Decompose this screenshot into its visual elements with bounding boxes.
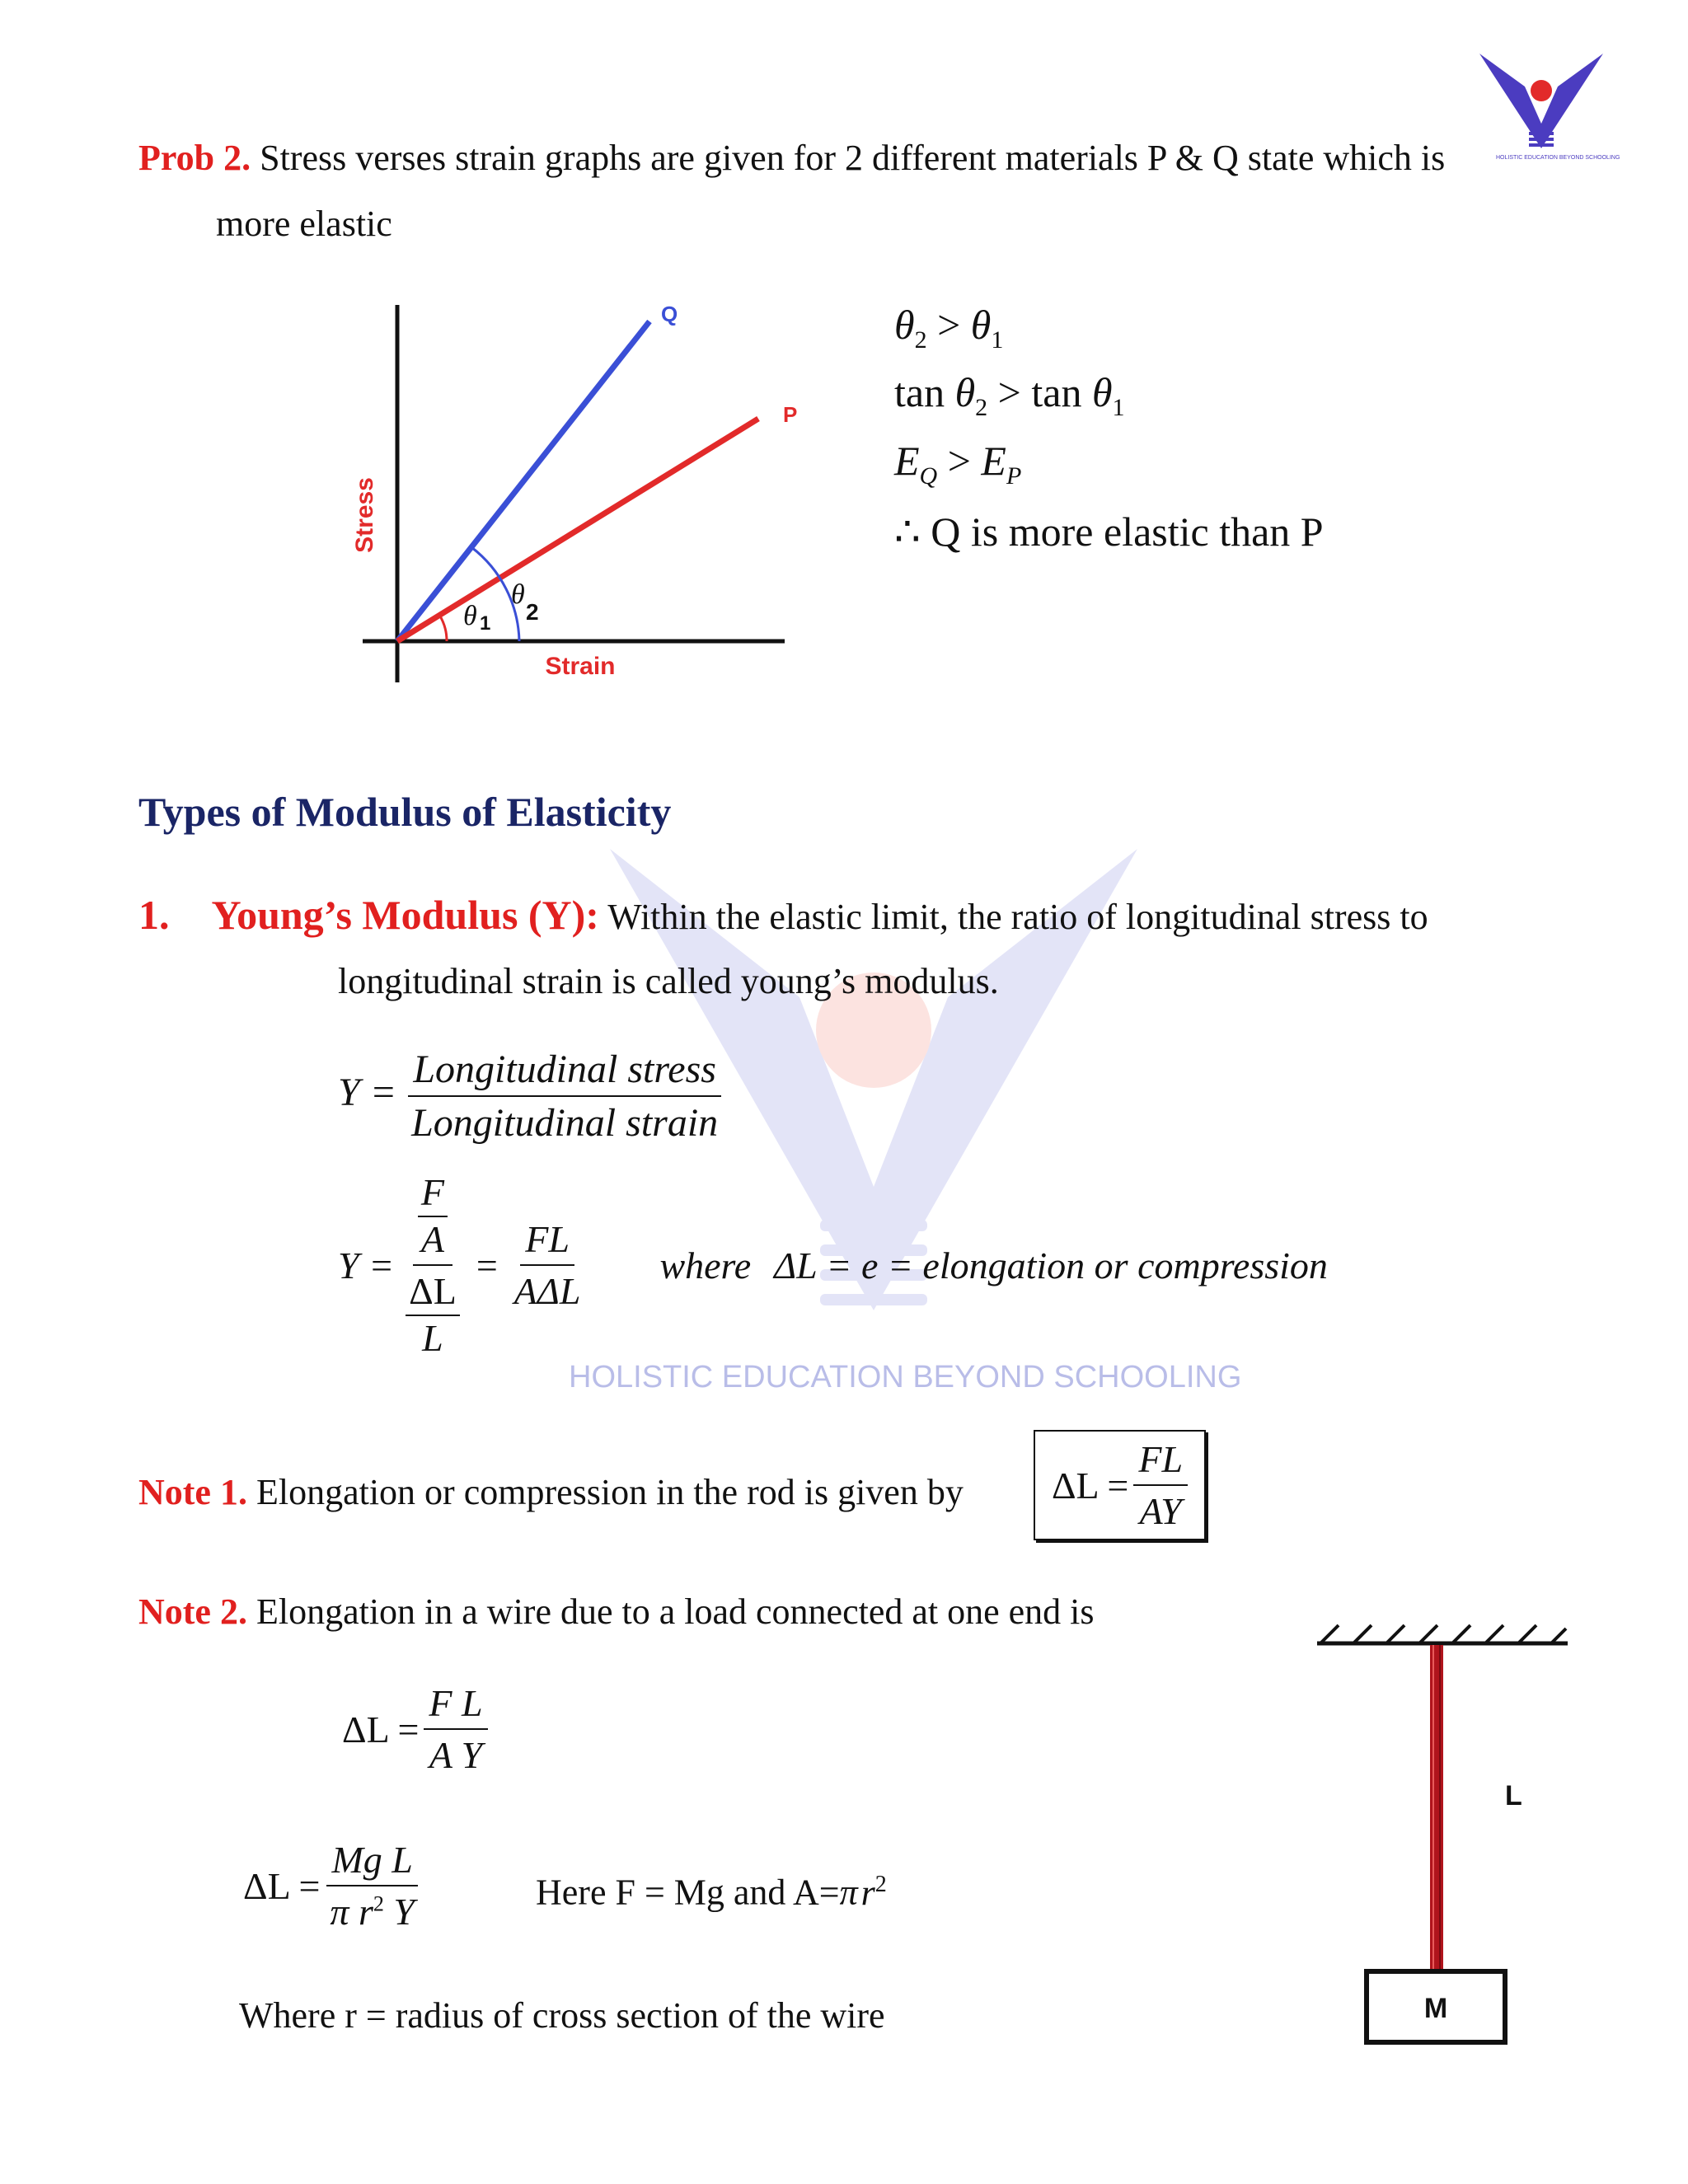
mass-label: M xyxy=(1423,1993,1448,2024)
youngs-number: 1. xyxy=(138,892,170,938)
youngs-text1: Within the elastic limit, the ratio of longitudinal stress to xyxy=(607,897,1428,937)
stress-strain-graph xyxy=(346,297,841,692)
formula-youngs-expanded: Y = F A ΔL L = $\frac{FL}{\text{AΔL}}$ where ΔL = e = elongation or compression xyxy=(338,1171,1328,1359)
brand-logo xyxy=(1479,54,1603,161)
note2-line xyxy=(138,1591,1095,1634)
note1-line xyxy=(138,1471,964,1515)
line-q-label: Q xyxy=(661,302,678,326)
prob2-text1: Stress verses strain graphs are given for 2 different materials P & Q state which is xyxy=(260,138,1446,178)
solution-line2: $\tan \theta_2 > \tan \theta_1$ xyxy=(894,369,1125,421)
length-label: L xyxy=(1505,1780,1522,1811)
angle2-label: θ xyxy=(511,579,525,610)
angle2-sub: 2 xyxy=(526,599,539,625)
logo-tagline: HOLISTIC EDUCATION BEYOND SCHOOLING xyxy=(1496,155,1620,161)
watermark-text: HOLISTIC EDUCATION BEYOND SCHOOLING xyxy=(569,1360,1242,1394)
prob2-label: Prob 2. xyxy=(138,138,251,178)
x-axis-label: Strain xyxy=(545,653,616,680)
youngs-line2: longitudinal strain is called young’s modulus. xyxy=(338,961,999,1001)
formula-elongation-wire: ΔL = $\frac{\text{Mg L}}{\pi r^2 Y}$ xyxy=(243,1838,420,1933)
line-p-label: P xyxy=(783,402,798,427)
note1-text: Elongation or compression in the rod is given by xyxy=(256,1472,964,1512)
y-axis-label: Stress xyxy=(351,477,378,553)
wire xyxy=(1430,1645,1443,2010)
logo-dot xyxy=(1531,80,1552,101)
prob2-line2: more elastic xyxy=(216,204,392,244)
youngs-line1 xyxy=(138,890,1428,940)
wire-load-diagram xyxy=(1311,1607,1574,2052)
note2-label: Note 2. xyxy=(138,1591,247,1632)
prob2-line1 xyxy=(138,137,1445,180)
line-p xyxy=(397,419,758,641)
angle1-label: θ xyxy=(463,601,477,631)
youngs-title: Young’s Modulus (Y): xyxy=(211,892,599,938)
angle1-sub: 1 xyxy=(480,612,491,635)
section-title: Types of Modulus of Elasticity xyxy=(138,789,672,835)
solution-line4: ∴ Q is more elastic than P xyxy=(894,509,1324,555)
formula-elongation: ΔL = $\frac{\text{F L}}{\text{A Y}}$ xyxy=(342,1681,488,1777)
note2-text: Elongation in a wire due to a load connected at one end is xyxy=(256,1591,1095,1632)
solution-line3: $E_Q > E_P$ xyxy=(894,438,1022,490)
where-r-line: Where r = radius of cross section of the wire xyxy=(239,1995,885,2036)
formula-youngs-definition: Y = $\frac{\text{Longitudinal stress}}{\text{Longitudinal strain}}$ xyxy=(338,1047,723,1146)
angle1-arc xyxy=(439,615,447,641)
here-f-mg: Here F = Mg and $A=\pi r^2$ xyxy=(536,1872,887,1913)
solution-line1: $\theta_2 > \theta_1$ xyxy=(894,302,1004,354)
note1-label: Note 1. xyxy=(138,1472,247,1512)
note1-formula-box: ΔL = $\frac{FL}{AY}$ xyxy=(1034,1430,1206,1540)
